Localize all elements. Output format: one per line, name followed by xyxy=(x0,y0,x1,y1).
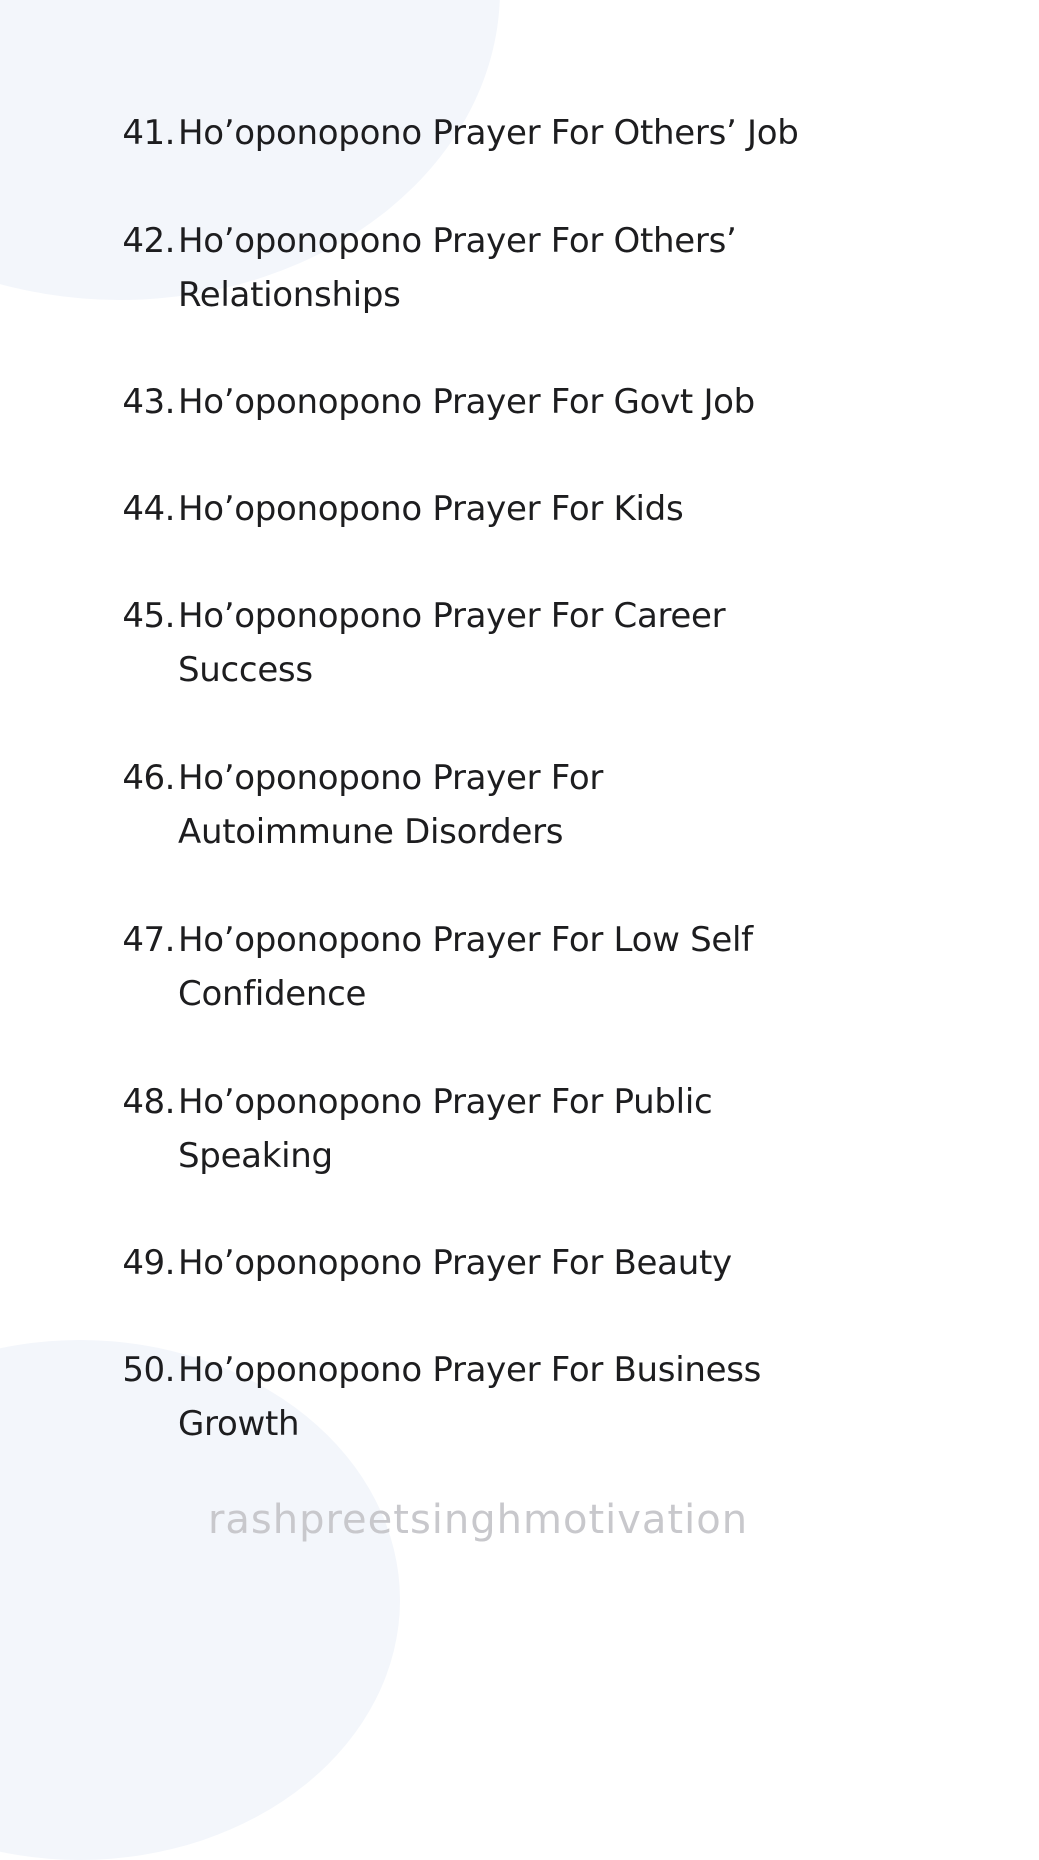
watermark: rashpreetsinghmotivation xyxy=(207,1497,749,1543)
list-item-text: Ho’oponopono Prayer For Business Growth xyxy=(178,1350,762,1444)
list-item-text: Ho’oponopono Prayer For Low Self Confidence xyxy=(178,920,753,1014)
list-item-number: 47. xyxy=(122,920,175,960)
list-item-text: Ho’oponopono Prayer For Autoimmune Disorders xyxy=(178,758,604,852)
list-item-text: Ho’oponopono Prayer For Kids xyxy=(178,489,684,529)
list-item-number: 50. xyxy=(122,1350,175,1390)
list-item-number: 41. xyxy=(122,113,175,153)
list-item-text: Ho’oponopono Prayer For Others’ Job xyxy=(178,113,799,153)
list-item-number: 49. xyxy=(122,1243,175,1283)
list-item-text: Ho’oponopono Prayer For Govt Job xyxy=(178,382,755,422)
list-item-text: Ho’oponopono Prayer For Beauty xyxy=(178,1243,732,1283)
list-item-number: 43. xyxy=(122,382,175,422)
list-item-number: 42. xyxy=(122,221,175,261)
list-item-number: 44. xyxy=(122,489,175,529)
list-item-number: 45. xyxy=(122,596,175,636)
list-item-number: 46. xyxy=(122,758,175,798)
list-item-text: Ho’oponopono Prayer For Others’ Relationships xyxy=(178,221,737,315)
list-item-text: Ho’oponopono Prayer For Public Speaking xyxy=(178,1082,713,1176)
list-item-number: 48. xyxy=(122,1082,175,1122)
list-item-text: Ho’oponopono Prayer For Career Success xyxy=(178,596,726,690)
